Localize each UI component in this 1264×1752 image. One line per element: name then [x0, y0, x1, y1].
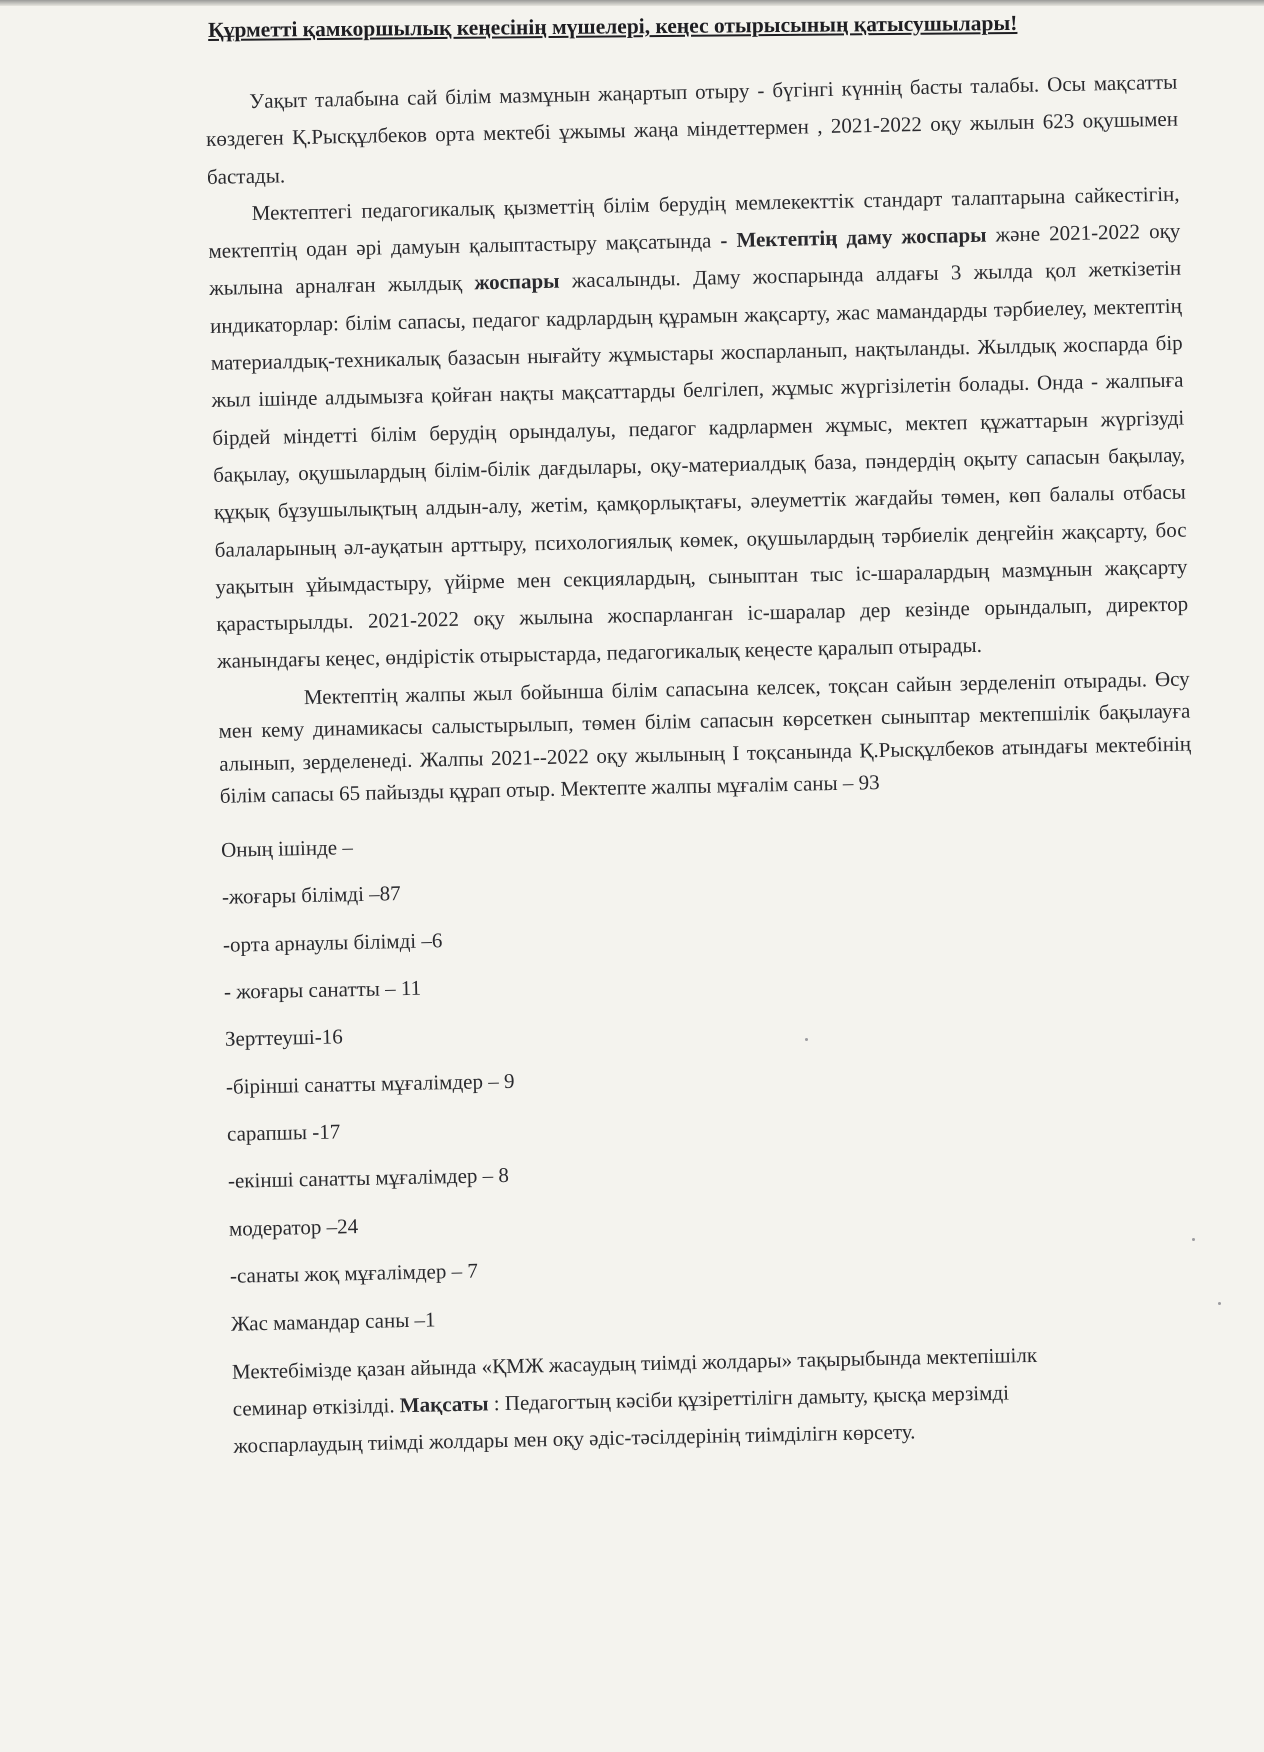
paragraph-seminar — [232, 1333, 1206, 1464]
document-title: Құрметті қамкоршылық кеңесінің мүшелері, кеңес отырысының қатысушылары! — [208, 10, 1018, 42]
goal-label: Мақсаты — [399, 1391, 489, 1418]
paragraph-intro: Уақыт талабына сай білім мазмұнын жаңартып отыру - бүгінгі күннің басты талабы. Осы мақсатты көздеген Қ.Рысқұлбеков орта мектебі ұжымы жаңа міндеттермен , 2021-2022 оқу жылын 623 оқушымен бастады. — [205, 69, 1179, 189]
scan-top-edge — [0, 0, 1264, 6]
stat-item: Зерттеуші-16 — [224, 1024, 343, 1052]
stat-item: -жоғары білімді –87 — [221, 881, 401, 909]
paragraph-plans-text-a: Мектептегі педагогикалық қызметтің білім берудің мемлекекттік стандарт талаптарына сайкестігін, мектептің одан әрі дамуын қалыптастыру мақсатында — [208, 181, 1180, 264]
stat-item: -бірінші санатты мұғалімдер – 9 — [225, 1068, 515, 1099]
seminar-line-3: жоспарлаудың тиімді жолдары мен оқу әдіс-тәсілдерінің тиімділігн көрсету. — [233, 1419, 916, 1458]
development-plan-label: - Мектептің даму жоспары — [720, 222, 987, 253]
stat-item: - жоғары санатты – 11 — [223, 975, 422, 1004]
stat-item: -орта арнаулы білімді –6 — [222, 927, 443, 957]
paragraph-quality: Мектептің жалпы жыл бойынша білім сапасына келсек, тоқсан сайын зерделеніп отырады. Өсу мен кему динамикасы салыстырылып, төмен білім сапасын көрсеткен сыныптар мектепшілік бақылауға алынып, зерделенеді. Жалпы 2021--2022 оқу жылының І тоқсанында Қ.Рысқұлбеков атындағы мектебінің білім сапасы 65 пайызды құрап отыр. Мектепте жалпы мұғалім саны – 93 — [218, 666, 1192, 809]
stats-intro: Оның ішінде – — [220, 834, 354, 862]
seminar-line-1: Мектебімізде қазан айында «ҚМЖ жасаудың тиімді жолдары» тақырыбында мектепішілк — [231, 1342, 1038, 1384]
stat-item: модератор –24 — [228, 1213, 359, 1241]
paragraph-plans-text-b: және 2021-2022 оқу жылына арналған жылдық — [209, 218, 1181, 301]
paragraph-plans-text-c: жасалынды. Даму жоспарында алдағы 3 жылда қол жеткізетін индикаторлар: білім сапасы, педагог кадрлардың құрамын жақсарту, жас мамандарды тәрбиелеу, мектептің материалдық-техникалық базасын нығайту жұмыстары жоспарланып, нақтыланды. Жылдық жоспарда бір жыл ішінде алдымызға қойған нақты мақсаттарды белгілеп, жұмыс жүргізілетін болады. Онда - жалпыға бірдей міндетті білім берудің орындалуы, педагог кадрлармен жұмыс, мектеп құжаттарын жүргізуді бақылау, оқушылардың білім-білік дағдылары, оқу-материалдық база, пәндердің оқыту сапасын бақылау, құқық бұзушылықтың алдын-алу, жетім, қамқорлықтағы, әлеуметтік жағдайы төмен, көп балалы отбасы балаларының әл-ауқатын арттыру, психологиялық көмек, оқушылардың тәрбиелік деңгейін жақсарту, бос уақытын ұйымдастыру, үйірме мен секциялардың, сыныптан тыс іс-шаралардың мазмұнын жақсарту қарастырылды. 2021-2022 оқу жылына жоспарланган іс-шаралар дер кезінде орындалып, директор жанындағы кеңес, өндірістік отырыстарда, педагогикалық кеңесте қаралып отырады. — [209, 256, 1189, 674]
teacher-stats-list — [221, 806, 1204, 1348]
stat-item: -екінші санатты мұғалімдер – 8 — [227, 1163, 510, 1194]
paragraph-plans — [207, 176, 1189, 681]
scan-speck — [805, 1038, 808, 1041]
stat-item: сарапшы -17 — [226, 1119, 341, 1146]
stat-item: -санаты жоқ мұғалімдер – 7 — [229, 1258, 479, 1289]
young-specialists-count: Жас мамандар саны –1 — [230, 1307, 436, 1336]
document-body — [205, 64, 1206, 1465]
seminar-line-2-text-b: : Педагогтың кәсіби құзіреттілігн дамыту, қысқа мерзімді — [488, 1380, 1010, 1416]
scan-speck — [1192, 1238, 1195, 1241]
seminar-line-2-text-a: семинар өткізілді. — [232, 1393, 401, 1421]
annual-plan-label: жоспары — [474, 269, 560, 295]
scan-speck — [1218, 1302, 1221, 1305]
